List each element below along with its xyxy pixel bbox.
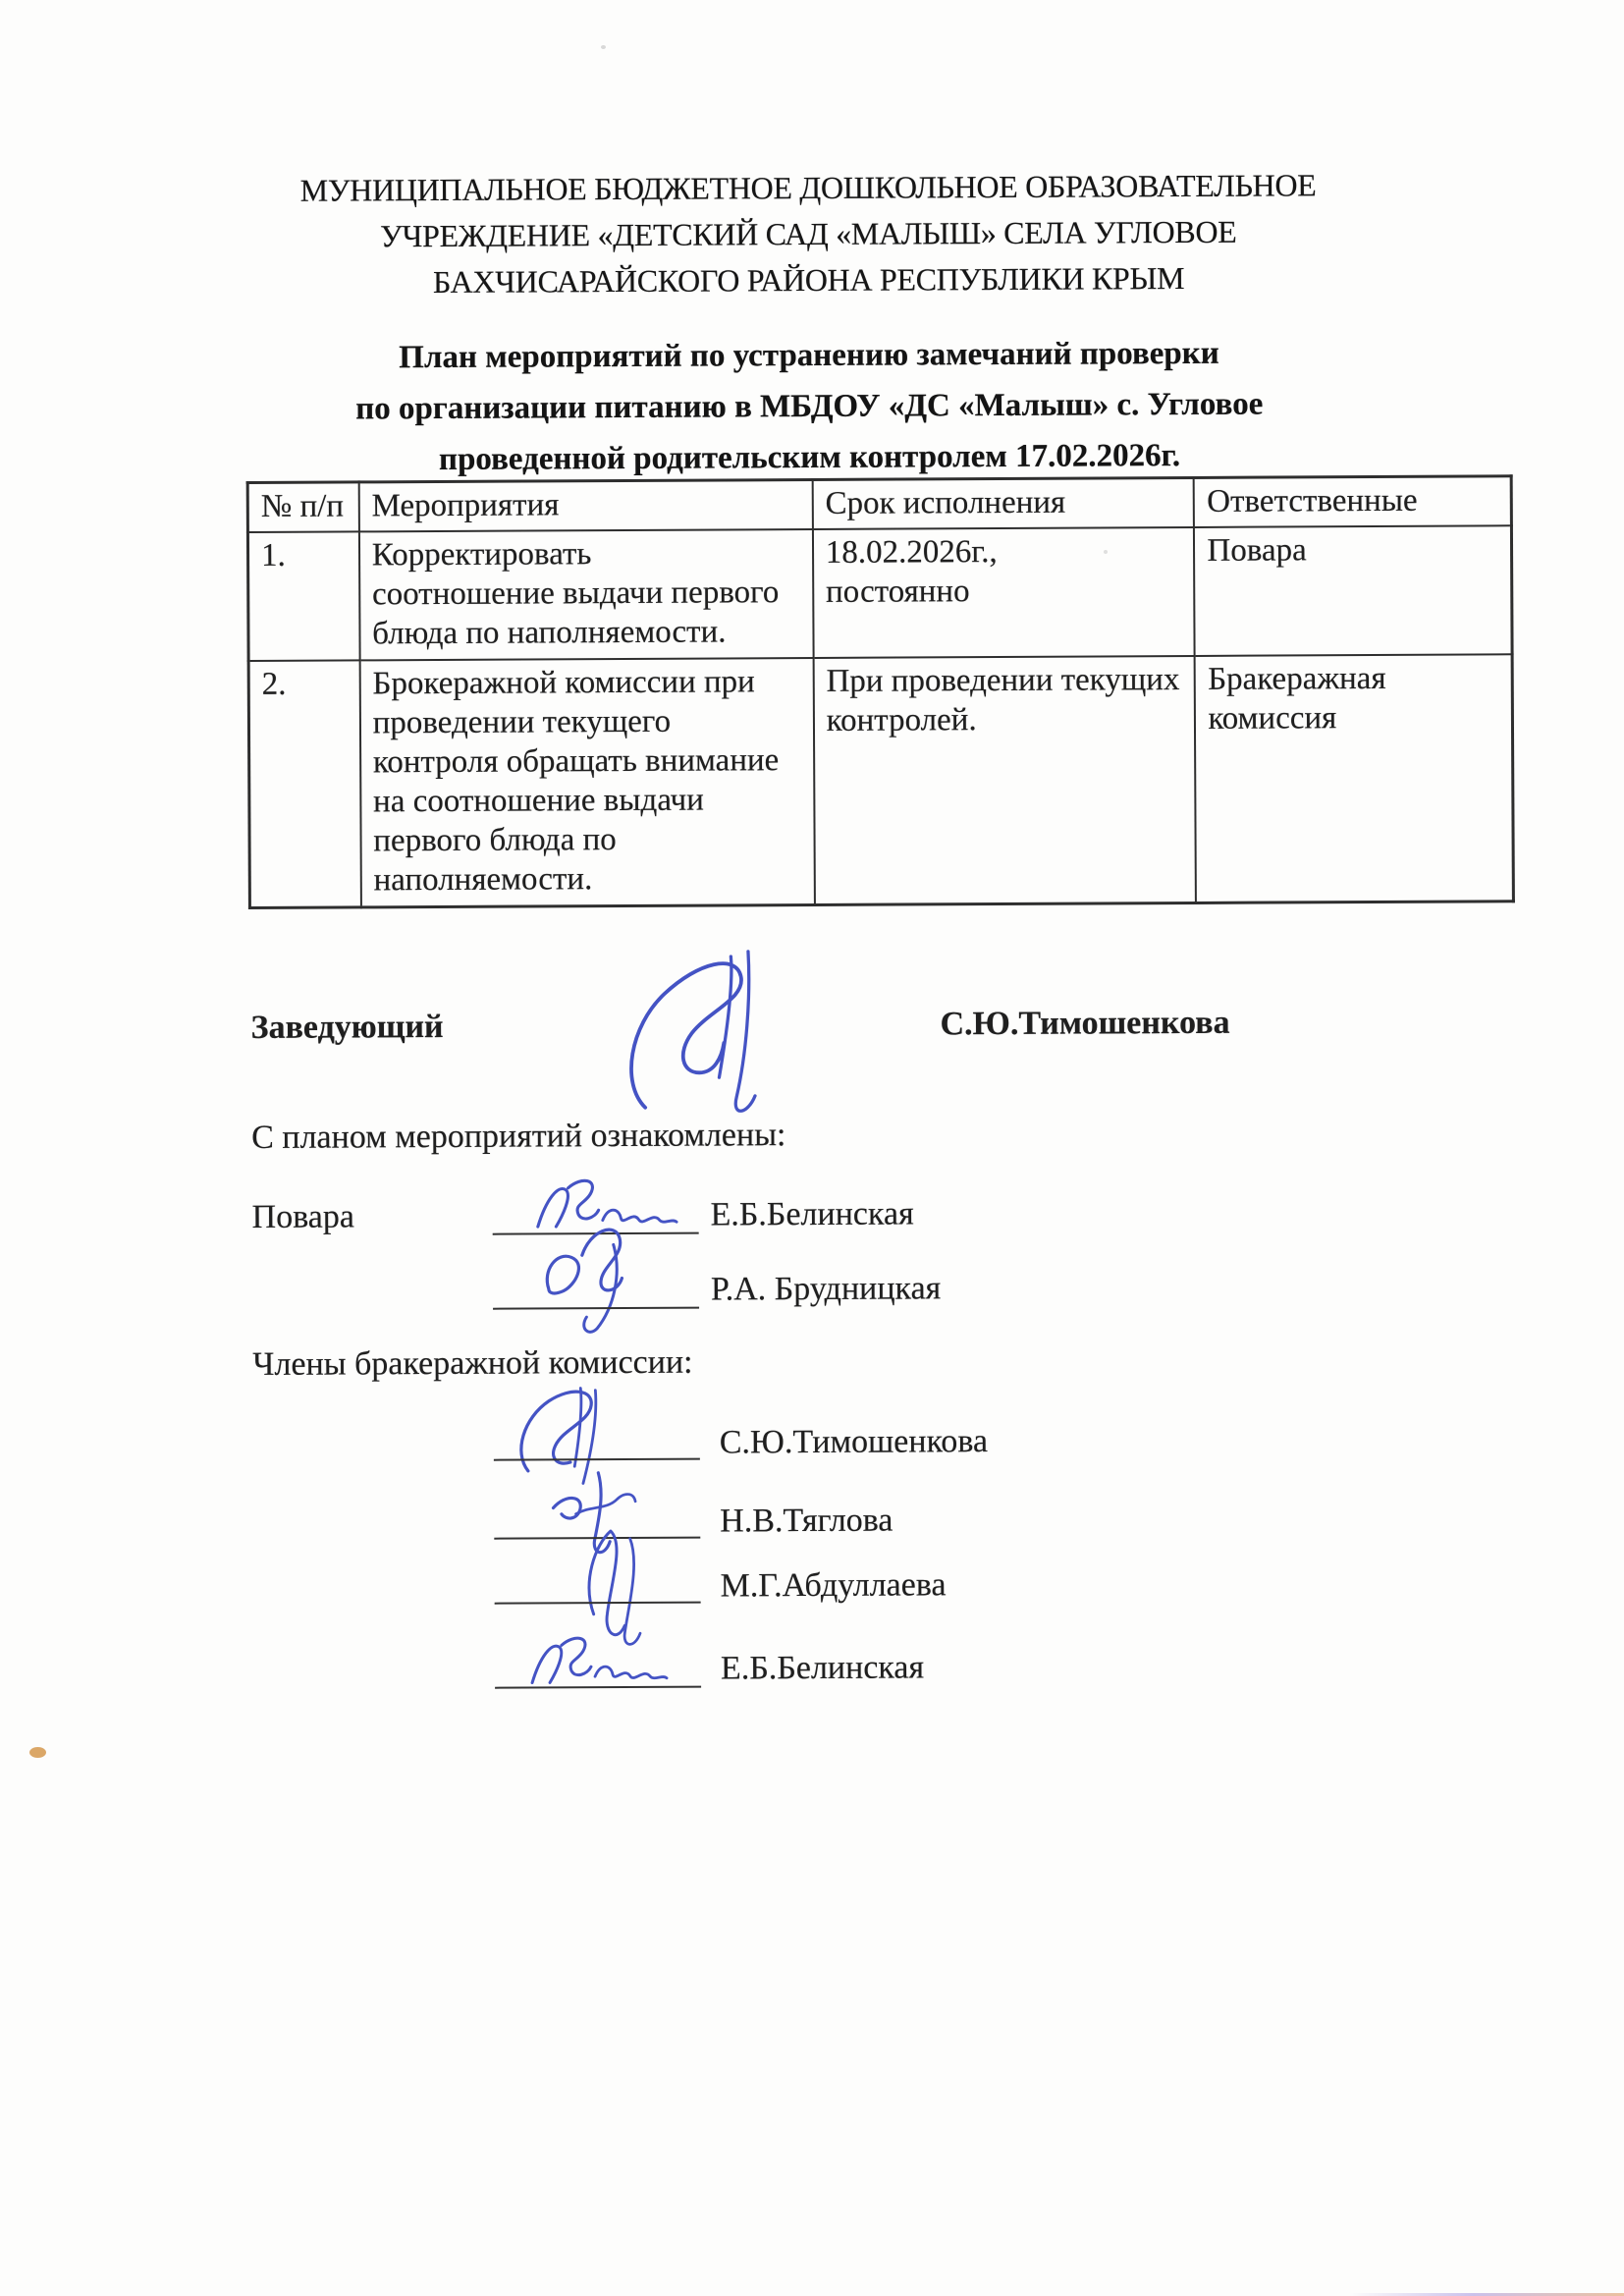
cell-activity: Корректировать соотношение выдачи первого блюда по наполняемости. — [359, 529, 814, 660]
signature-timoshenkova — [626, 949, 777, 1122]
cell-row-number: 2. — [248, 660, 361, 907]
member3-name: М.Г.Абдуллаева — [720, 1566, 947, 1605]
plan-table — [246, 474, 1515, 909]
cell-responsible: Бракеражная комиссия — [1195, 654, 1513, 902]
cooks-label: Повара — [251, 1198, 355, 1235]
organization-title-line: БАХЧИСАРАЙСКОГО РАЙОНА РЕСПУБЛИКИ КРЫМ — [432, 260, 1185, 301]
cell-row-number: 1. — [247, 531, 359, 661]
signature-brudnitskaya — [540, 1224, 688, 1335]
col-header-deadline: Срок исполнения — [812, 477, 1194, 529]
cell-activity: Брокеражной комиссии при проведении текущего контроля обращать внимание на соотношение выдачи первого блюда по наполняемости. — [359, 658, 814, 907]
table-header-row — [247, 476, 1511, 532]
organization-title-line: МУНИЦИПАЛЬНОЕ БЮДЖЕТНОЕ ДОШКОЛЬНОЕ ОБРАЗОВАТЕЛЬНОЕ — [299, 167, 1317, 208]
document-title-line: проведенной родительским контролем 17.02.2026г. — [438, 438, 1181, 477]
scan-speck — [29, 1747, 46, 1758]
organization-title — [114, 161, 1503, 306]
col-header-number: № п/п — [247, 482, 359, 532]
document-title-line: План мероприятий по устранению замечаний проверки — [399, 335, 1219, 376]
cook2-name: Р.А. Брудницкая — [710, 1270, 942, 1308]
cell-deadline: 18.02.2026г., постоянно — [813, 527, 1195, 658]
cell-responsible: Повара — [1194, 525, 1512, 656]
table-row — [248, 654, 1513, 907]
col-header-responsible: Ответственные — [1194, 476, 1511, 527]
scan-speck — [1104, 550, 1108, 554]
member1-name: С.Ю.Тимошенкова — [719, 1423, 989, 1461]
organization-title-line: УЧРЕЖДЕНИЕ «ДЕТСКИЙ САД «МАЛЫШ» СЕЛА УГЛОВОЕ — [380, 213, 1237, 254]
cell-deadline: При проведении текущих контролей. — [813, 656, 1196, 905]
scan-speck — [601, 45, 606, 49]
col-header-activity: Мероприятия — [358, 479, 812, 531]
table-row — [247, 525, 1512, 661]
commission-heading: Члены бракеражной комиссии: — [252, 1343, 693, 1383]
member4-name: Е.Б.Белинская — [720, 1649, 925, 1687]
acknowledgement-heading: С планом мероприятий ознакомлены: — [251, 1117, 786, 1156]
director-name: С.Ю.Тимошенкова — [940, 1004, 1230, 1043]
document-title-line: по организации питанию в МБДОУ «ДС «Малыш» с. Угловое — [355, 386, 1264, 427]
cook1-name: Е.Б.Белинская — [710, 1195, 914, 1233]
signature-belinskaya — [526, 1633, 683, 1693]
member2-name: Н.В.Тяглова — [720, 1502, 893, 1540]
document-title — [115, 326, 1504, 486]
director-label: Заведующий — [250, 1008, 444, 1046]
